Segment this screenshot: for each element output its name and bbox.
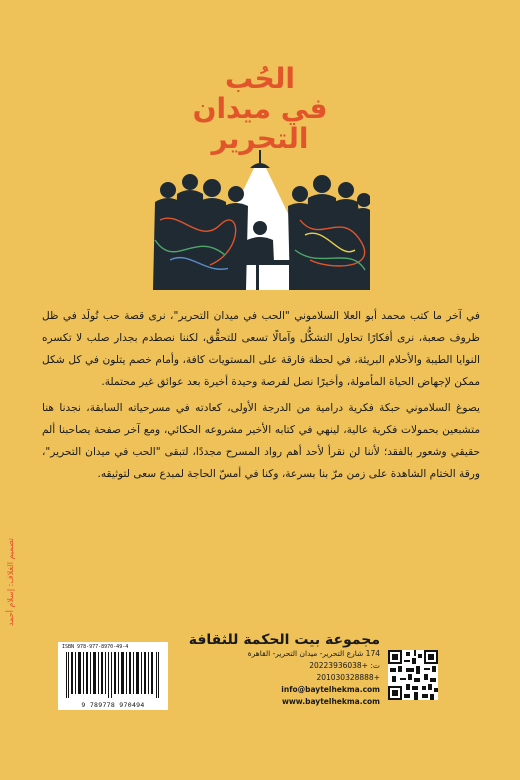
publisher-phone-2 [130, 672, 380, 684]
blurb-paragraph-2: يصوغ السلاموني حبكة فكرية درامية من الدرجة الأولى، كعادته في مسرحياته السابقة، نجدنا هنا متشبعين بحمولات فكرية عالية، لينهي في كتابه الأخير مشروعه الحكائي، ومع آخر صفحة يصاحبنا ألم حقيقي وشعور بالفقد؛ لأننا لن نقرأ لأحد أهم رواد المسرح مجددًا، لتبقى "الحب في ميدان التحرير"، ورقة الختام الشاهدة على زمن مرّ بنا بسرعة، وكنا في أمسّ الحاجة لمبدع سعى لتوثيقه. [42, 402, 480, 480]
phone-1: +20223936038 [309, 661, 369, 670]
title-line-2: في ميدان [192, 92, 328, 125]
publisher-phone-row [130, 660, 380, 672]
blurb [42, 305, 480, 489]
publisher-website[interactable]: www.baytelhekma.com [281, 697, 380, 706]
publisher-website-row [130, 696, 380, 708]
publisher-email-row [130, 684, 380, 696]
book-title [0, 64, 520, 154]
publisher-info [130, 632, 380, 708]
publisher-address: 174 شارع التحرير- ميدان التحرير- القاهرة [247, 649, 380, 658]
phone-2: +201030328888 [316, 673, 380, 682]
qr-code [388, 650, 438, 700]
barcode-number: 9 789778 970494 [81, 701, 145, 709]
phone-label: ت: [370, 661, 380, 670]
publisher-email[interactable]: info@baytelhekma.com [281, 685, 380, 694]
publisher-name: مجموعة بيت الحكمة للثقافة [188, 632, 380, 648]
blurb-paragraph-1: في آخر ما كتب محمد أبو العلا السلاموني "الحب في ميدان التحرير"، نرى قصة حب تُولَد في ظل ظروف صعبة، نرى أفكارًا تحاول التشكُّل وآمالًا تسعى للتحقُّق، لكننا نصطدم بجدار صلب لا تكسره النوايا الطيبة والأحلام البريئة، في لحظة فارقة على المستويات كافة، وأمام خصم يتلون في كل شكل ممكن لإجهاض الحياة المأمولة، وأخيرًا نصل لفرصة وحيدة أخيرة بعد عوائق غير محتملة. [42, 310, 480, 388]
title-line-1: الحُب [225, 62, 295, 95]
cover-illustration [150, 150, 370, 290]
cover-design-credit: تصميم الغلاف: إسلام أحمد [6, 538, 15, 627]
isbn-label: ISBN 978-977-8970-49-4 [62, 644, 129, 650]
title-line-3: التحرير [211, 122, 309, 155]
